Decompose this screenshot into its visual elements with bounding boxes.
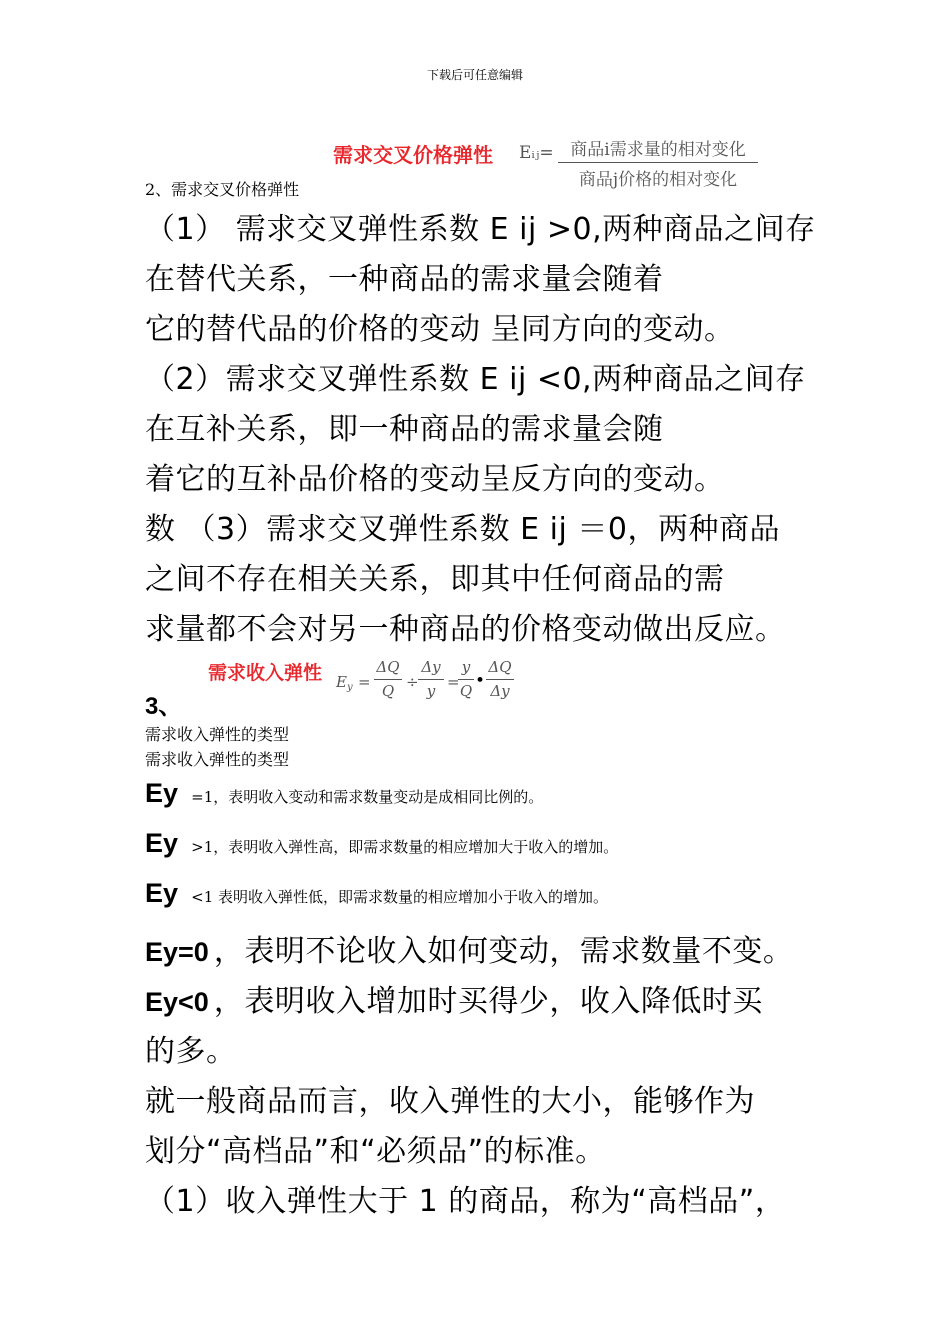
ey-item [145,778,543,809]
section2-heading: 2、需求交叉价格弹性 [145,180,300,199]
formula2-bar2 [418,679,444,680]
formula1-fraction [558,135,758,190]
formula2-lhs-sub: y [347,682,353,693]
formula2-den3: Q [459,682,473,700]
formula2-lhs: E [336,673,347,691]
formula2-den4: Δy [490,682,510,700]
formula1-fraction-bar [558,162,758,163]
page-header: 下载后可任意编辑 [426,68,523,82]
section3-label: 3、 [145,693,183,720]
tail-line [145,976,763,1020]
formula2-den2: y [426,682,436,700]
para-line: 求量都不会对另一种商品的价格变动做出反应。 [145,612,786,647]
tail-line: 划分“高档品”和“必须品”的标准。 [145,1134,606,1169]
ey-label: Ey [145,828,179,858]
formula2-num1: ΔQ [376,658,400,676]
ey-label: Ey [145,878,179,908]
tail-line: 就一般商品而言，收入弹性的大小，能够作为 [145,1084,755,1119]
formula2-bar1 [374,679,402,680]
tail-label: Ey<0 [145,987,209,1017]
types-heading: 需求收入弹性的类型 [145,750,290,769]
ey-label: Ey [145,778,179,808]
formula2-dot: • [475,671,486,691]
formula2-title: 需求收入弹性 [208,662,323,684]
para-line: 数 （3）需求交叉弹性系数 E ij ＝0，两种商品 [145,512,780,547]
para-line: 在替代关系，一种商品的需求量会随着 [145,262,664,297]
formula1-lhs: Eᵢⱼ= [519,143,554,163]
formula2-num2: Δy [421,658,441,676]
formula2-bar3 [458,679,474,680]
tail-label: Ey=0 [145,937,209,967]
tail-line: 的多。 [145,1034,237,1069]
ey-text: =1，表明收入变动和需求数量变动是成相同比例的。 [191,788,544,806]
para-line: 它的替代品的价格的变动 呈同方向的变动。 [145,312,735,347]
formula1-denominator: 商品j价格的相对变化 [578,170,738,190]
para-line: （2）需求交叉弹性系数 E ij <0,两种商品之间存 [145,362,806,397]
formula2-num3: y [461,658,471,676]
tail-line [145,926,793,970]
tail-text: ，表明收入增加时买得少，收入降低时买 [213,984,763,1019]
ey-item [145,878,608,909]
formula2-expression [336,656,516,706]
ey-text: <1 表明收入弹性低，即需求数量的相应增加小于收入的增加。 [191,888,609,906]
formula1-numerator: 商品i需求量的相对变化 [570,140,746,160]
para-line: 着它的互补品价格的变动呈反方向的变动。 [145,462,725,497]
formula2-num4: ΔQ [488,658,512,676]
tail-text: ，表明不论收入如何变动，需求数量不变。 [213,934,794,969]
formula2-eq1: = [358,673,371,691]
types-heading: 需求收入弹性的类型 [145,725,290,744]
formula2-bar4 [486,679,514,680]
tail-line: （1）收入弹性大于 1 的商品，称为“高档品”， [145,1184,786,1219]
ey-item [145,828,618,859]
formula1-title: 需求交叉价格弹性 [333,143,493,167]
para-line: （1） 需求交叉弹性系数 E ij >0,两种商品之间存 [145,212,816,247]
formula2-den1: Q [381,682,395,700]
para-line: 在互补关系，即一种商品的需求量会随 [145,412,664,447]
formula2-div: ÷ [406,673,419,691]
para-line: 之间不存在相关关系，即其中任何商品的需 [145,562,725,597]
ey-text: >1，表明收入弹性高，即需求数量的相应增加大于收入的增加。 [191,838,619,856]
formula2-eq2: = [447,673,460,691]
